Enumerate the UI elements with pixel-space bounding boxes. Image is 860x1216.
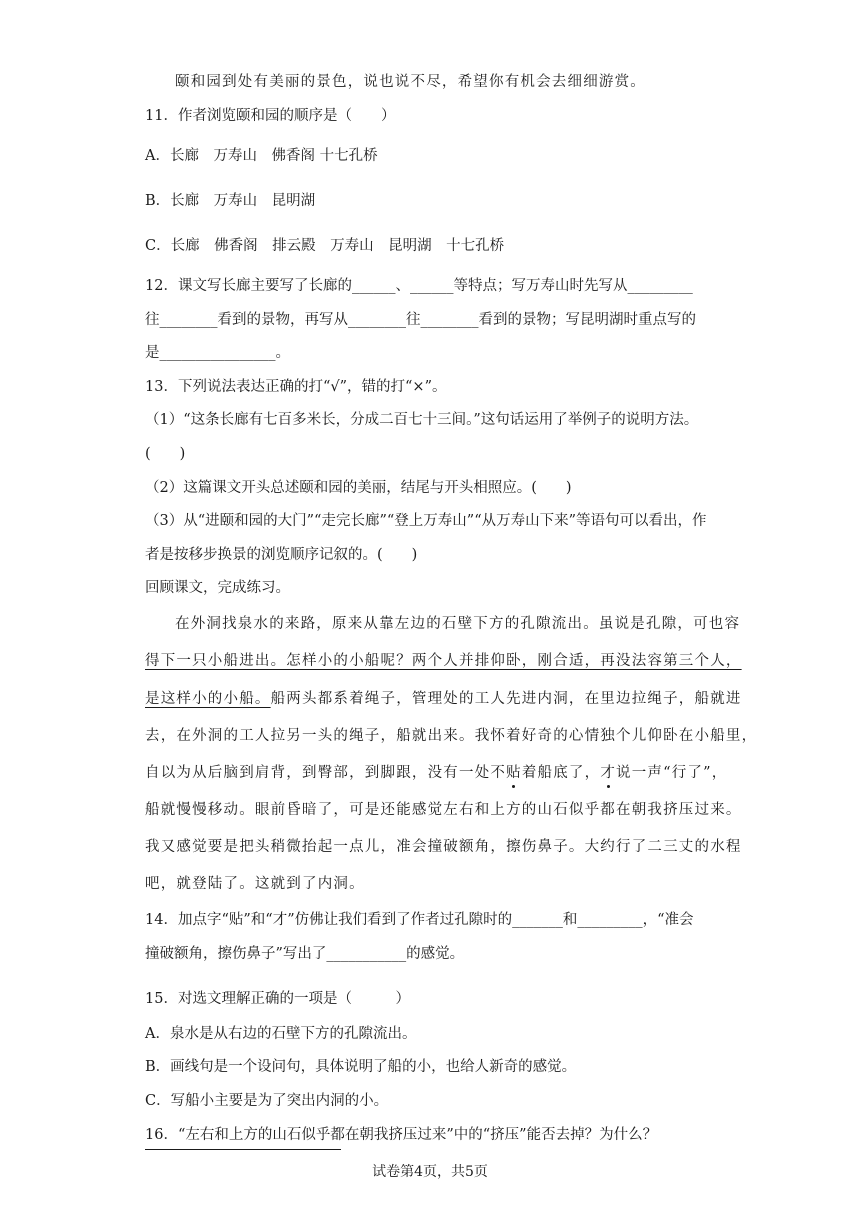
passage-line1: 在外洞找泉水的来路，原来从靠左边的石壁下方的孔隙流出。虽说是孔隙，可也容 <box>175 616 741 632</box>
passage-line7: 我又感觉要是把头稍微抬起一点儿，准会撞破额角，擦伤鼻子。大约行了二三丈的水程 <box>145 839 742 855</box>
q15-stem: 15．对选文理解正确的一项是（ ） <box>145 991 410 1007</box>
intro-line: 颐和园到处有美丽的景色，说也说不尽，希望你有机会去细细游赏。 <box>175 74 646 90</box>
passage-line5-c: 说一声“行了”， <box>616 765 728 781</box>
q13-item2: （2）这篇课文开头总述颐和园的美丽，结尾与开头相照应。( ) <box>145 480 572 496</box>
q11-option-a: A．长廊 万寿山 佛香阁 十七孔桥 <box>145 148 378 164</box>
q15-option-b: B．画线句是一个设问句，具体说明了船的小，也给人新奇的感觉。 <box>145 1059 577 1075</box>
passage-underlined-sentence: 是这样小的小船。 <box>145 691 271 707</box>
q13-item3-line1: （3）从“进颐和园的大门”“走完长廊”“登上万寿山”“从万寿山下来”等语句可以看出，作 <box>145 513 707 529</box>
q14-line1: 14．加点字“贴”和“才”仿佛让我们看到了作者过孔隙时的_______和_________，“准会 <box>145 912 694 928</box>
q15-option-c: C．写船小主要是为了突出内洞的小。 <box>145 1093 389 1109</box>
q12-line1: 12．课文写长廊主要写了长廊的______、______等特点；写万寿山时先写从_________ <box>145 278 693 294</box>
q14-line2: 撞破额角，擦伤鼻子”写出了___________的感觉。 <box>145 946 465 962</box>
passage-line6: 船就慢慢移动。眼前昏暗了，可是还能感觉左右和上方的山石似乎都在朝我挤压过来。 <box>145 802 742 818</box>
q15-option-a: A．泉水是从右边的石壁下方的孔隙流出。 <box>145 1026 417 1042</box>
answer-line[interactable] <box>145 1149 341 1150</box>
q13-stem: 13．下列说法表达正确的打“√”，错的打“×”。 <box>145 379 447 395</box>
passage-line3 <box>145 689 742 709</box>
q11-stem: 11．作者浏览颐和园的顺序是（ ） <box>145 108 396 124</box>
q13-item1-line2: ( ) <box>145 446 186 462</box>
passage-line5-a: 自以为从后脑到肩背，到臀部，到脚跟，没有一处不 <box>145 765 507 781</box>
q11-option-c: C．长廊 佛香阁 排云殿 万寿山 昆明湖 十七孔桥 <box>145 238 505 254</box>
passage-line5-b: 着船底了， <box>521 765 601 781</box>
q12-line2: 往________看到的景物，再写从________往________看到的景物；写昆明湖时重点写的 <box>145 312 696 328</box>
q13-item1-line1: （1）“这条长廊有七百多米长，分成二百七十三间。”这句话运用了举例子的说明方法。 <box>145 412 699 428</box>
page-footer: 试卷第4页，共5页 <box>372 1164 488 1180</box>
passage-line8: 吧，就登陆了。这就到了内洞。 <box>145 876 365 892</box>
q12-line3: 是________________。 <box>145 345 290 361</box>
passage-line2: 得下一只小船进出。怎样小的小船呢？两个人并排仰卧，刚合适，再没法容第三个人， <box>145 653 742 669</box>
dotted-char-cai: 才 <box>600 765 617 781</box>
q16-stem: 16．“左右和上方的山石似乎都在朝我挤压过来”中的“挤压”能否去掉？为什么？ <box>145 1127 658 1143</box>
review-heading: 回顾课文，完成练习。 <box>145 580 290 596</box>
dotted-char-tie: 贴 <box>506 765 522 781</box>
passage-line3-rest: 船两头都系着绳子，管理处的工人先进内洞，在里边拉绳子，船就进 <box>270 691 742 707</box>
passage-line4: 去，在外洞的工人拉另一头的绳子，船就出来。我怀着好奇的心情独个儿仰卧在小船里， <box>145 728 758 744</box>
q11-option-b: B．长廊 万寿山 昆明湖 <box>145 193 316 209</box>
q13-item3-line2: 者是按移步换景的浏览顺序记叙的。( ) <box>145 547 418 563</box>
passage-line5 <box>145 763 727 783</box>
